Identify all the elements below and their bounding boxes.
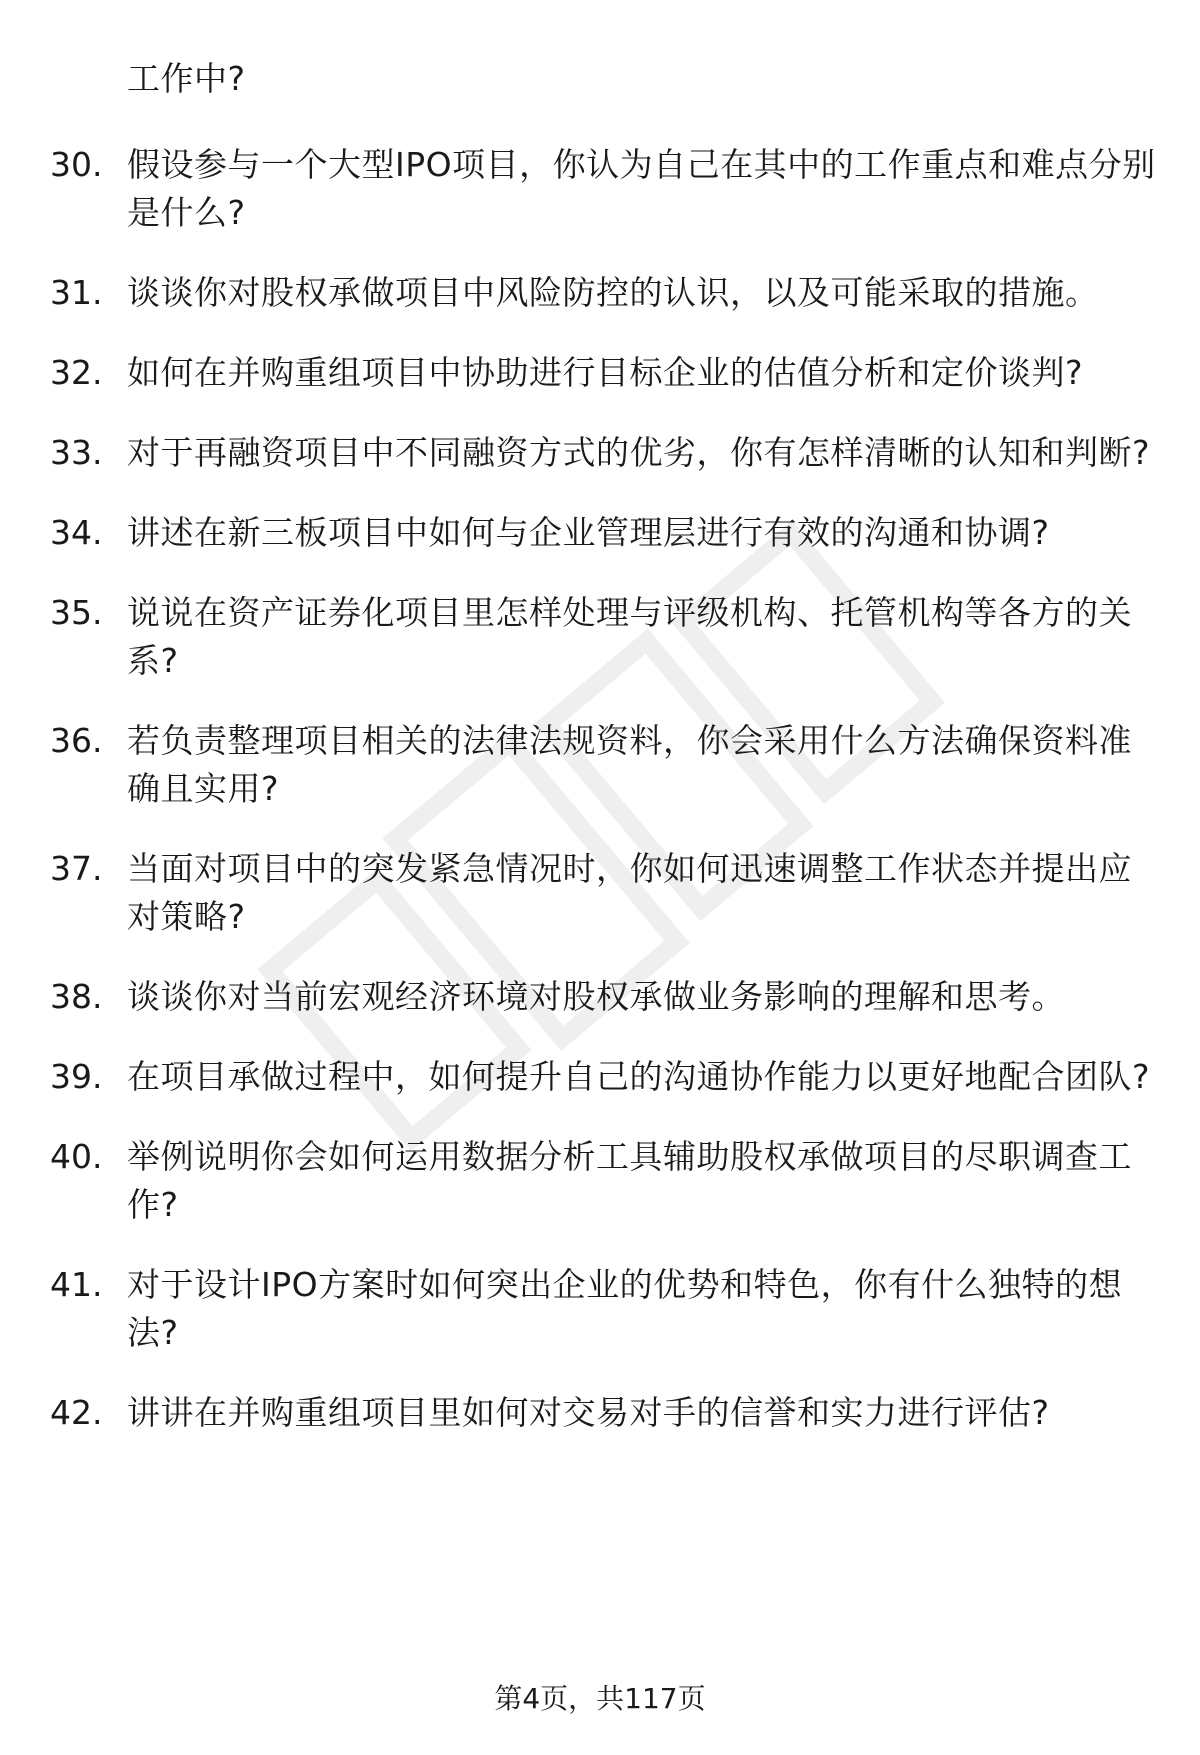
list-item — [50, 141, 1170, 237]
question-text: 假设参与一个大型IPO项目，你认为自己在其中的工作重点和难点分别是什么? — [127, 145, 1156, 232]
question-text: 对于设计IPO方案时如何突出企业的优势和特色，你有什么独特的想法? — [127, 1265, 1123, 1352]
question-text: 在项目承做过程中，如何提升自己的沟通协作能力以更好地配合团队? — [127, 1057, 1151, 1096]
question-text: 讲述在新三板项目中如何与企业管理层进行有效的沟通和协调? — [127, 513, 1050, 552]
list-item — [50, 1389, 1170, 1437]
question-number: 39. — [50, 1057, 103, 1096]
list-item — [50, 845, 1170, 941]
list-item — [50, 349, 1170, 397]
question-number: 33. — [50, 433, 103, 472]
question-text: 若负责整理项目相关的法律法规资料，你会采用什么方法确保资料准确且实用? — [127, 721, 1132, 808]
question-number: 36. — [50, 721, 103, 760]
question-text: 谈谈你对当前宏观经济环境对股权承做业务影响的理解和思考。 — [127, 977, 1065, 1016]
question-number: 41. — [50, 1265, 103, 1304]
question-number: 37. — [50, 849, 103, 888]
list-item — [50, 1053, 1170, 1101]
list-item — [50, 1133, 1170, 1229]
question-text: 如何在并购重组项目中协助进行目标企业的估值分析和定价谈判? — [127, 353, 1084, 392]
question-number: 42. — [50, 1393, 103, 1432]
question-number: 35. — [50, 593, 103, 632]
continued-question-text: 工作中? — [127, 59, 246, 98]
list-item — [50, 717, 1170, 813]
list-item — [50, 509, 1170, 557]
list-item — [50, 973, 1170, 1021]
question-number: 30. — [50, 145, 103, 184]
question-text: 当面对项目中的突发紧急情况时，你如何迅速调整工作状态并提出应对策略? — [127, 849, 1132, 936]
list-item — [50, 589, 1170, 685]
question-text: 举例说明你会如何运用数据分析工具辅助股权承做项目的尽职调查工作? — [127, 1137, 1132, 1224]
question-number: 38. — [50, 977, 103, 1016]
list-item — [50, 269, 1170, 317]
question-text: 说说在资产证券化项目里怎样处理与评级机构、托管机构等各方的关系? — [127, 593, 1132, 680]
question-number: 40. — [50, 1137, 103, 1176]
question-list — [50, 141, 1170, 1469]
page-footer: 第4页，共117页 — [494, 1682, 706, 1715]
list-item — [50, 429, 1170, 477]
question-text: 讲讲在并购重组项目里如何对交易对手的信誉和实力进行评估? — [127, 1393, 1050, 1432]
question-number: 31. — [50, 273, 103, 312]
question-text: 对于再融资项目中不同融资方式的优劣，你有怎样清晰的认知和判断? — [127, 433, 1151, 472]
question-number: 32. — [50, 353, 103, 392]
question-text: 谈谈你对股权承做项目中风险防控的认识，以及可能采取的措施。 — [127, 273, 1099, 312]
list-item — [50, 1261, 1170, 1357]
question-number: 34. — [50, 513, 103, 552]
